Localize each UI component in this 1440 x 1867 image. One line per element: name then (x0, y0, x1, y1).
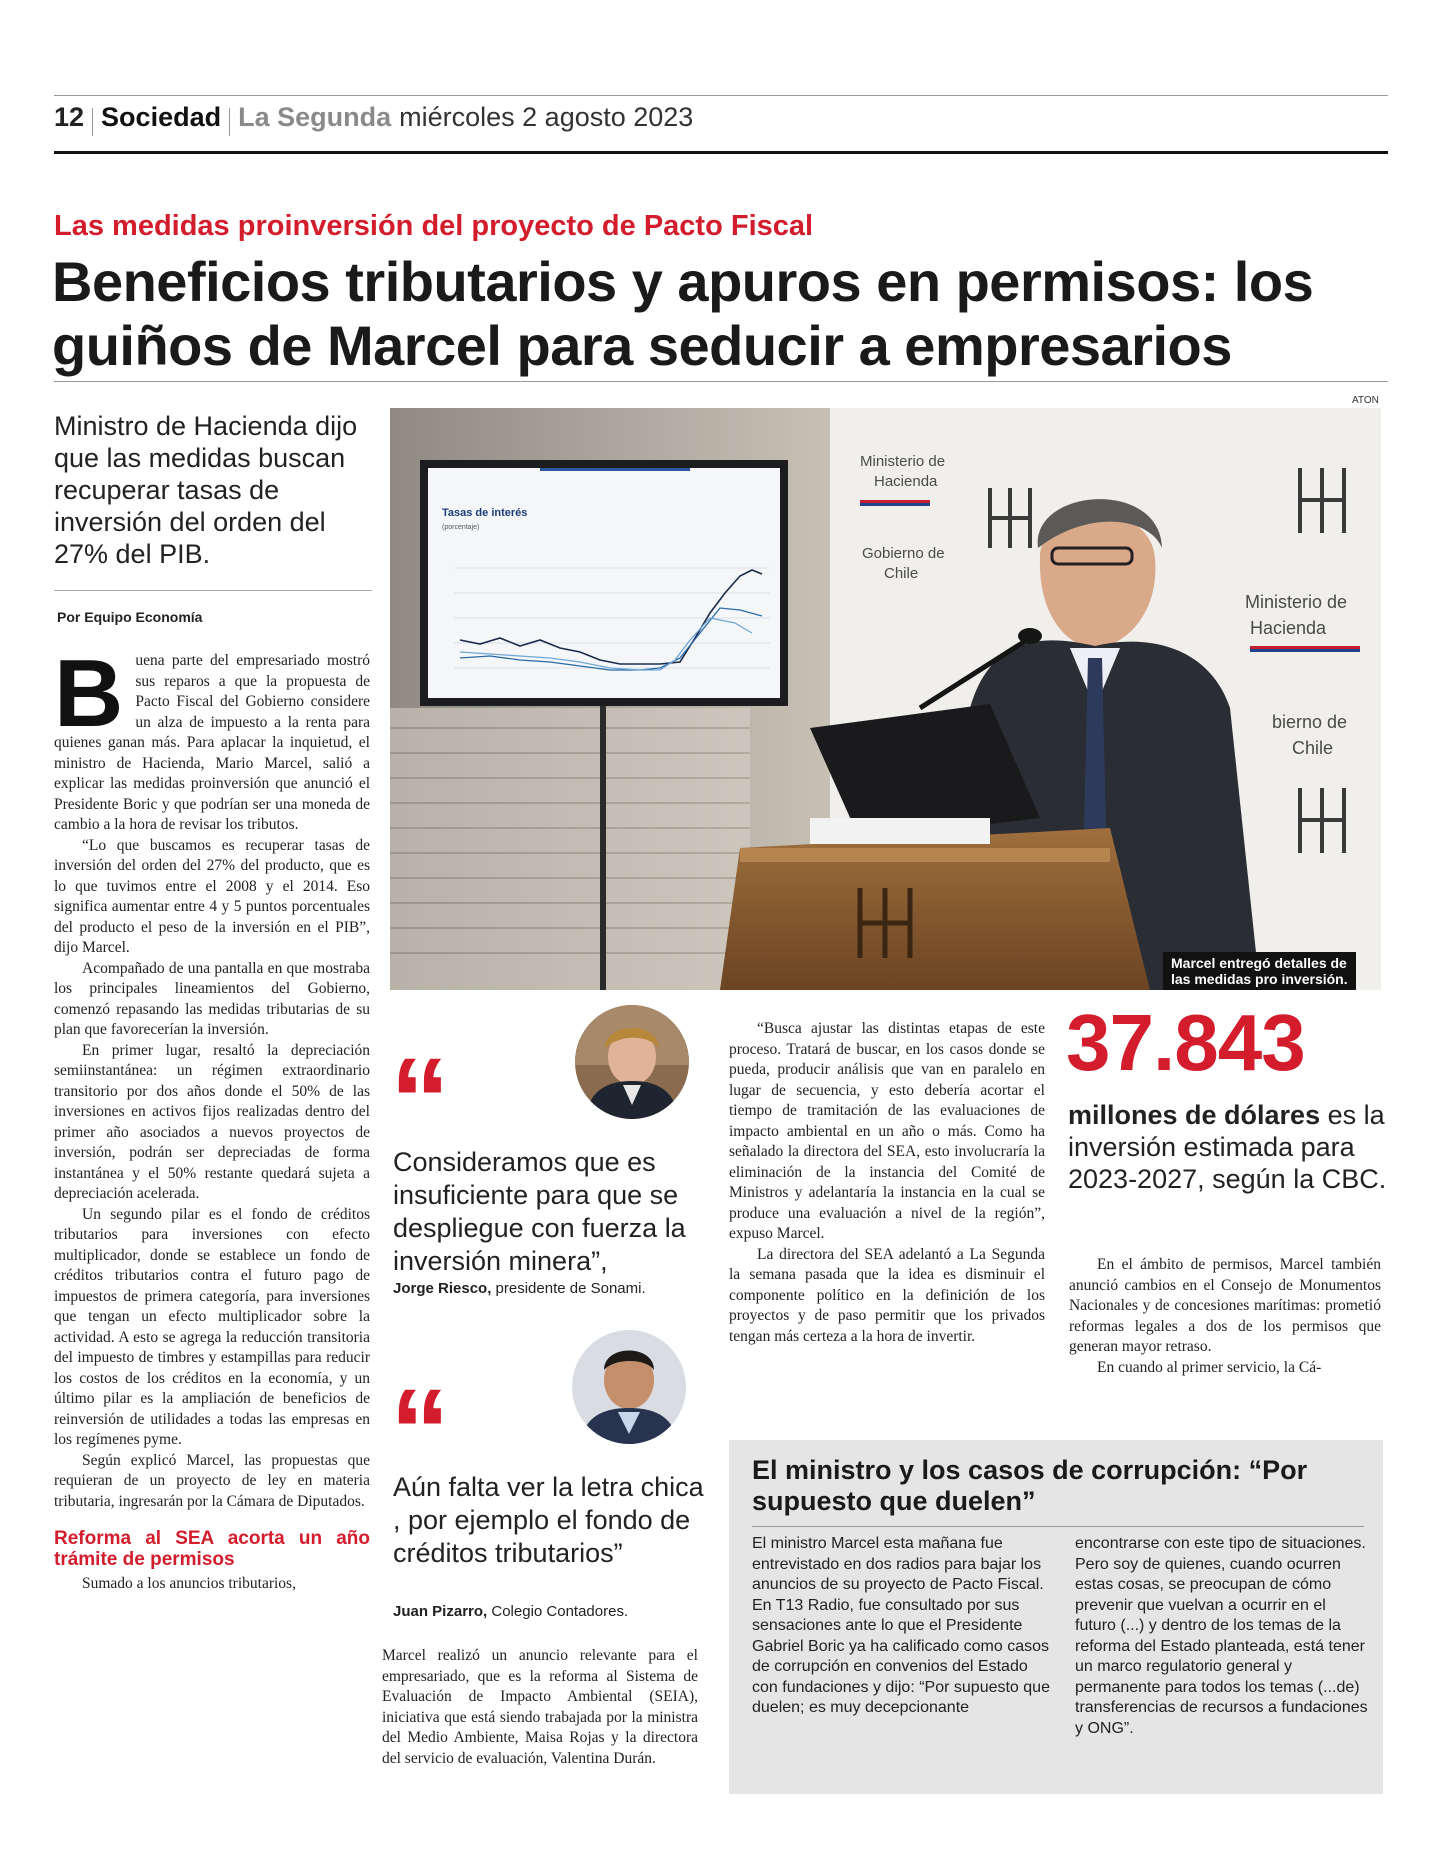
article-kicker: Las medidas proinversión del proyecto de Pacto Fiscal (54, 210, 814, 242)
section-name: Sociedad (101, 102, 222, 132)
drop-cap: B (54, 640, 124, 747)
quote-attribution (393, 1279, 713, 1298)
stat-description: millones de dólares es la inversión estimada para 2023-2027, según la CBC. (1068, 1100, 1387, 1194)
sidebar-box-column-right (1075, 1534, 1371, 1739)
svg-text:Ministerio de: Ministerio de (1245, 592, 1348, 612)
paragraph: La directora del SEA adelantó a La Segunda la semana pasada que la idea es disminuir el componente político en la definición de los proyectos y de paso permitir que los privados tengan más certeza a la hora de invertir. (729, 1245, 1045, 1345)
header-divider (92, 108, 93, 136)
header-divider (229, 108, 230, 136)
quote-role: presidente de Sonami. (495, 1280, 646, 1297)
portrait-icon (572, 1330, 686, 1444)
quote-author: Juan Pizarro, (393, 1603, 488, 1620)
press-photo (390, 408, 1381, 990)
quote-text: Consideramos que es insuficiente para que se despliegue con fuerza la inversión minera”, (393, 1147, 686, 1276)
stat-number: 37.843 (1066, 998, 1305, 1087)
article-column-1 (54, 640, 370, 1595)
quote-role: Colegio Contadores. (491, 1603, 629, 1620)
svg-text:bierno de: bierno de (1272, 712, 1348, 732)
avatar-jorge-riesco (575, 1005, 689, 1119)
paragraph: En primer lugar, resaltó la depreciación semiinstantánea: un régimen extraordinario transitorio por dos años donde el 50% de las inversiones en activos fijos realizadas dentro del primer año asociados a nuevos proyectos de inversión, podrán ser depreciadas de forma instantánea y el 50% restante quedará sujeta a depreciación acelerada. (54, 1041, 370, 1202)
article-column-2 (382, 1646, 698, 1769)
screen-chart-subtitle: (porcentaje) (442, 524, 480, 531)
paragraph: El ministro Marcel esta mañana fue entrevistado en dos radios para bajar los anuncios de su proyecto de Pacto Fiscal. (752, 1535, 1044, 1593)
article-lead: Ministro de Hacienda dijo que las medidas buscan recuperar tasas de inversión del orden del 27% del PIB. (54, 411, 358, 569)
paragraph: “Busca ajustar las distintas etapas de este proceso. Tratará de buscar, en los casos donde se pueda, producir análisis que van en paralelo en lugar de secuencia, y esto debería acortar el tiempo de tramitación de las evaluaciones de impacto ambiental en un año o más. Como ha señalado la directora del SEA, esto involucraría la eliminación de la instancia del Comité de Ministros y adelantaría la instancia en la cual se produce una evaluación a nivel de la región”, expuso Marcel. (729, 1020, 1045, 1242)
page-header (54, 102, 693, 142)
svg-text:Hacienda: Hacienda (1250, 618, 1327, 638)
subheading: Reforma al SEA acorta un año trámite de permisos (54, 1528, 370, 1570)
article-headline: Beneficios tributarios y apuros en permisos: los guiños de Marcel para seducir a empresarios (52, 250, 1314, 377)
sidebar-box-rule (752, 1526, 1364, 1527)
svg-text:Chile: Chile (1292, 738, 1334, 758)
lead-rule (54, 590, 372, 591)
paragraph: “Lo que buscamos es recuperar tasas de inversión del orden del 27% del producto, que es lo que tuvimos entre el 2008 y el 2014. Eso significa aumentar entre 4 y 5 puntos porcentuales del producto el peso de la inversión en el PIB”, dijo Marcel. (54, 836, 370, 956)
quote-attribution (393, 1602, 713, 1621)
paragraph: Acompañado de una pantalla en que mostraba los principales lineamientos del Gobierno, comenzó repasando las medidas tributarias de su plan que favorecerían la inversión. (54, 959, 370, 1038)
paragraph: En el ámbito de permisos, Marcel también anunció cambios en el Consejo de Monumentos Nacionales y de concesiones marítimas: prometió reformas legales a dos de los permisos que generan mayor retraso. (1069, 1256, 1381, 1355)
sidebar-box-title: El ministro y los casos de corrupción: “Por supuesto que duelen” (752, 1455, 1308, 1516)
svg-text:Hacienda: Hacienda (874, 473, 938, 490)
quote-mark-icon: “ (390, 1033, 444, 1167)
article-column-3 (729, 1019, 1045, 1347)
paragraph: En T13 Radio, fue consultado por sus sensaciones ante lo que el Presidente Gabriel Boric ya ha calificado como casos de corrupción en convenios del Estado con fundaciones y dijo: “Por supuesto que duelen; es muy decepcionante (752, 1596, 1050, 1716)
sidebar-box-column-left (752, 1534, 1052, 1719)
top-rule (54, 95, 1388, 96)
quote-text: Aún falta ver la letra chica , por ejemplo el fondo de créditos tributarios” (393, 1472, 704, 1568)
photo-caption: Marcel entregó detalles de las medidas pro inversión. (1163, 952, 1356, 990)
header-rule (54, 151, 1388, 154)
page-number: 12 (54, 102, 85, 132)
photo-credit: ATON (1352, 395, 1379, 406)
svg-text:Chile: Chile (884, 565, 919, 582)
svg-text:Ministerio de: Ministerio de (860, 453, 946, 470)
article-byline: Por Equipo Economía (57, 609, 203, 625)
quote-mark-icon: “ (390, 1364, 444, 1498)
paragraph: Buena parte del empresariado mostró sus reparos a que la propuesta de Pacto Fiscal del Gobierno considere un alza de impuesto a la renta para quienes ganan más. Para aplacar la inquietud, el ministro de Hacienda, Mario Marcel, salió a explicar las medidas proinversión que anunció el Presidente Boric y que podrían ser una moneda de cambio a la hora de revisar los tributos. (54, 640, 370, 833)
portrait-icon (575, 1005, 689, 1119)
avatar-juan-pizarro (572, 1330, 686, 1444)
paragraph: Sumado a los anuncios tributarios, (82, 1575, 296, 1592)
paragraph: Según explicó Marcel, las propuestas que requieran de un proyecto de ley en materia tributaria, ingresarán por la Cámara de Diputados. (54, 1451, 370, 1510)
title-rule (54, 381, 1388, 382)
svg-text:Gobierno de: Gobierno de (862, 545, 945, 562)
paragraph: Un segundo pilar es el fondo de créditos tributarios para inversiones con efecto multiplicador, donde se establece un fondo de créditos tributarios contra el futuro pago de impuestos de primera categoría, para inversiones que tengan un efecto multiplicador sobre la actividad. A esto se agrega la reducción transitoria del impuesto de timbres y estampillas para reducir los costos de los créditos en la economía, y un último pilar es la ampliación de beneficios de reinversión de utilidades a todas las empresas en los regímenes pyme. (54, 1205, 370, 1448)
screen-chart-title: Tasas de interés (442, 507, 528, 519)
quote-author: Jorge Riesco, (393, 1280, 492, 1297)
paragraph: En cuando al primer servicio, la Cá- (1097, 1358, 1322, 1376)
paragraph: encontrarse con este tipo de situaciones. Pero soy de quienes, cuando ocurren estas cosas, se preocupan de cómo prevenir que vuelvan a ocurrir en el futuro (...) y dentro de los temas de la reforma del Estado planteada, está tener un marco regulatorio general y permanente para todos los temas (...de) transferencias de recursos a fundaciones y ONG”. (1075, 1535, 1368, 1737)
publication-date: miércoles 2 agosto 2023 (399, 102, 694, 132)
press-photo-illustration (390, 408, 1381, 990)
article-column-4 (1069, 1255, 1381, 1378)
paragraph: Marcel realizó un anuncio relevante para el empresariado, que es la reforma al Sistema de Evaluación de Impacto Ambiental (SEIA), iniciativa que está siendo trabajada por la ministra del Medio Ambiente, Maisa Rojas y la directora del servicio de evaluación, Valentina Durán. (382, 1647, 698, 1767)
publication-name: La Segunda (238, 102, 392, 132)
